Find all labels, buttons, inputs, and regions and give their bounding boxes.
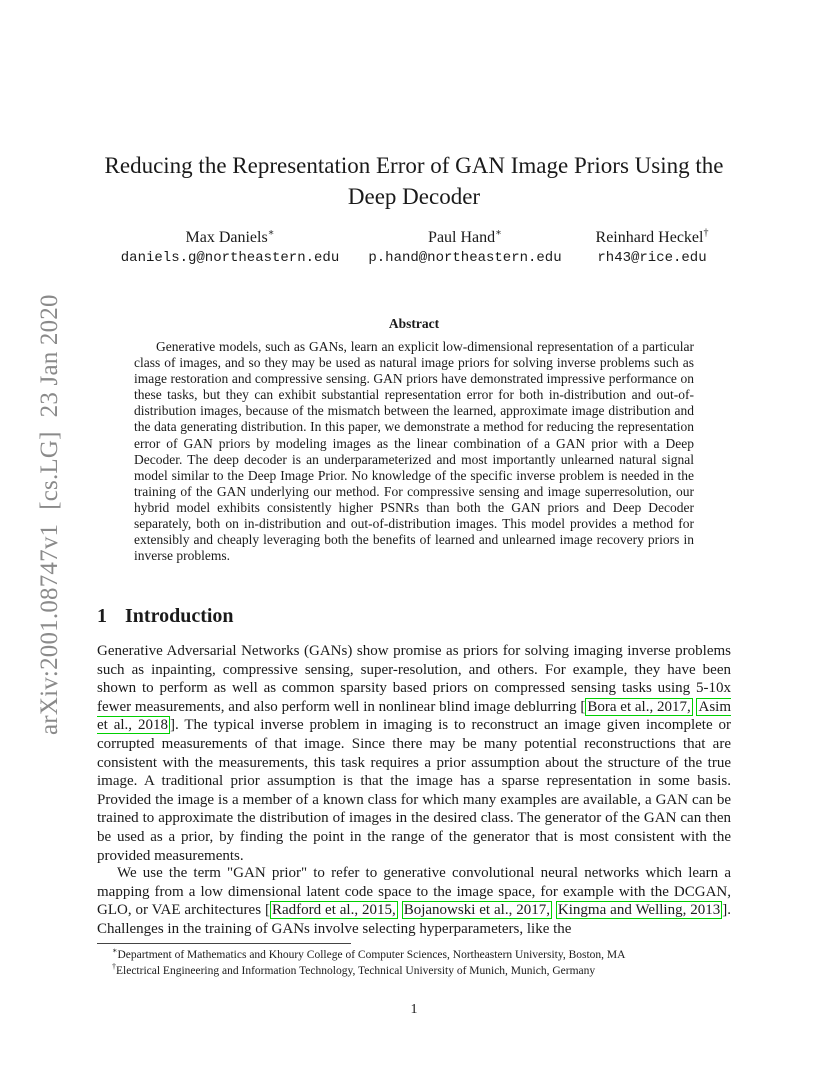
paragraph-text: . The typical inverse problem in imaging is to reconstruct an image given incomplete or corrupted measurements of that image. Since there may be many potential reconstructions that are consistent with the measurements, this task requires a prior assumption about the structure of the true image. A traditional prior assumption is that the image has a sparse representation in some basis. Provided the image is a member of a known class for which many examples are available, a GAN can be trained to approximate the distribution of images in the desired class. The generator of the GAN can then be used as a prior, by finding the point in the range of the generator that is most consistent with the provided measurements.	[97, 717, 731, 864]
abstract-heading: Abstract	[388, 316, 440, 331]
section-number: 1	[97, 605, 107, 627]
citation-link[interactable]: Bora et al., 2017,	[587, 698, 691, 715]
footnote-divider	[97, 943, 351, 944]
author-email[interactable]: rh43@rice.edu	[597, 250, 707, 266]
paper-title: Reducing the Representation Error of GAN Image Priors Using the Deep Decoder	[104, 153, 724, 209]
author-block-hand	[362, 228, 568, 268]
author-email[interactable]: p.hand@northeastern.edu	[368, 250, 562, 266]
arxiv-date: 23 Jan 2020	[36, 294, 63, 418]
author-name: Reinhard Heckel†	[595, 227, 709, 246]
paragraph-text: Generative Adversarial Networks (GANs) show promise as priors for solving imaging inverse problems such as inpainting, compressive sensing, super-resolution, and others. For example, they have been shown to perform as well as common sparsity based priors on compressed sensing tasks using 5-10x fewer measurements, and also perform well in nonlinear blind image deblurring	[97, 643, 731, 715]
paragraph-text: . Challenges in the training of GANs involve selecting hyperparameters, like the	[97, 902, 731, 937]
paragraph-text: We use the term "GAN prior" to refer to generative convolutional neural networks which learn a mapping from a low dimensional latent code space to the image space, for example with the DCGAN, GLO, or VAE architectures	[97, 865, 731, 919]
author-email[interactable]: daniels.g@northeastern.edu	[120, 250, 340, 266]
abstract-text: Generative models, such as GANs, learn an explicit low-dimensional representation of a particular class of images, and so they may be used as natural image priors for solving inverse problems such as image restoration and compressive sensing. GAN priors have demonstrated impressive performance on these tasks, but they can exhibit substantial representation error for both in-distribution and out-of-distribution images, because of the mismatch between the learned, approximate image distribution and the data generating distribution. In this paper, we demonstrate a method for reducing the representation error of GAN priors by modeling images as the linear combination of a GAN prior with a Deep Decoder. The deep decoder is an underparameterized and most importantly unlearned natural signal model similar to the Deep Image Prior. No knowledge of the specific inverse problem is needed in the training of the GAN underlying our method. For compressive sensing and image superresolution, our hybrid model exhibits consistently higher PSNRs than both the GAN priors and Deep Decoder separately, both on in-distribution and out-of-distribution images. This model provides a method for extensibly and cheaply leveraging both the benefits of learned and unlearned image recovery priors in inverse problems.	[134, 339, 694, 564]
citation-link[interactable]: Radford et al., 2015,	[271, 902, 396, 919]
intro-paragraph-2: We use the term "GAN prior" to refer to generative convolutional neural networks which learn a mapping from a low dimensional latent code space to the image space, for example with the DCGAN, GLO, or VAE architectures [ Radford et al., 2015, Bojanowski et al., 2017, Kingma and Welling, 2013 ]. Challenges in the training of GANs involve selecting hyperparameters, like the	[97, 865, 731, 937]
affiliation-mark: †	[703, 227, 709, 239]
citation-link[interactable]: Kingma and Welling, 2013	[557, 902, 721, 919]
intro-paragraph-1: Generative Adversarial Networks (GANs) show promise as priors for solving imaging inverse problems such as inpainting, compressive sensing, super-resolution, and others. For example, they have been shown to perform as well as common sparsity based priors on compressed sensing tasks using 5-10x fewer measurements, and also perform well in nonlinear blind image deblurring [ Bora et al., 2017, Asim et al., 2018 ]. The typical inverse problem in imaging is to reconstruct an image given incomplete or corrupted measurements of that image. Since there may be many potential reconstructions that are consistent with the measurements, this task requires a prior assumption about the structure of the true image. A traditional prior assumption is that the image has a sparse representation in some basis. Provided the image is a member of a known class for which many examples are available, a GAN can be trained to approximate the distribution of images in the desired class. The generator of the GAN can then be used as a prior, by finding the point in the range of the generator that is most consistent with the provided measurements.	[97, 643, 731, 864]
arxiv-id: arXiv:2001.08747v1	[36, 523, 63, 735]
affiliation-mark: ∗	[267, 227, 275, 239]
citation-link[interactable]: Asim et al., 2018	[97, 698, 731, 734]
footnote-mark: †	[112, 962, 116, 972]
arxiv-stamp	[36, 280, 64, 735]
author-name: Paul Hand∗	[428, 227, 502, 246]
arxiv-category: [cs.LG]	[36, 431, 63, 510]
footnote-affiliation-2	[112, 963, 732, 979]
footnote-text: Electrical Engineering and Information Technology, Technical University of Munich, Munich, Germany	[116, 965, 596, 977]
footnote-affiliation-1	[112, 947, 732, 963]
section-title: Introduction	[125, 605, 234, 627]
section-heading	[97, 605, 234, 628]
footnote-text: Department of Mathematics and Khoury College of Computer Sciences, Northeastern University, Boston, MA	[117, 949, 626, 961]
page-number: 1	[410, 1002, 418, 1017]
author-block-heckel	[582, 228, 722, 268]
affiliation-mark: ∗	[495, 227, 502, 239]
citation-link[interactable]: Bojanowski et al., 2017,	[403, 902, 550, 919]
footnote-mark: ∗	[112, 946, 118, 956]
author-name: Max Daniels∗	[185, 227, 275, 246]
author-block-daniels	[110, 228, 350, 268]
